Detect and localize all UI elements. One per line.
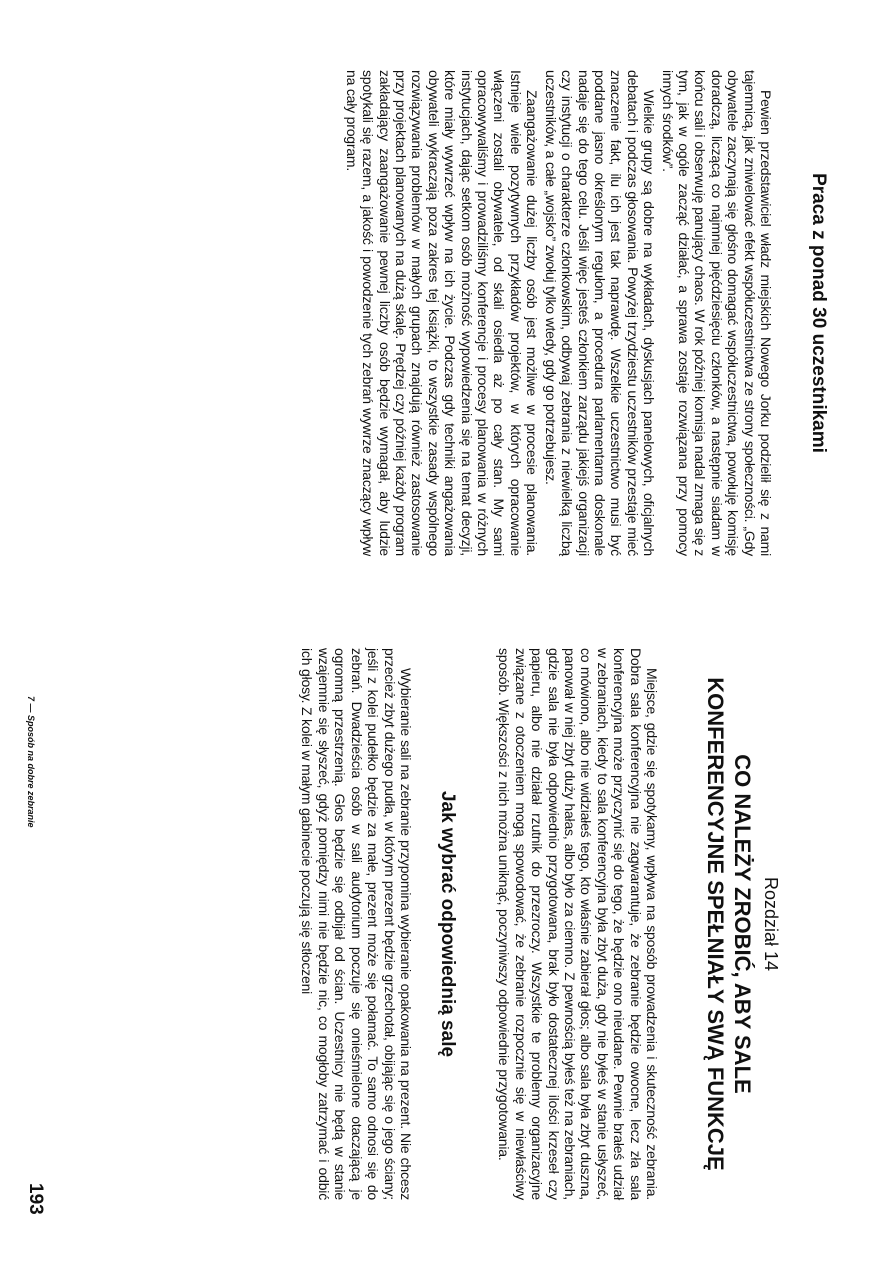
paragraph: Wybieranie sali na zebranie przypomina wybieranie opakowania na prezent. Nie chcesz przecież zbyt dużego pudła, w którym prezent będzie grzechotał, obijając się o jego ściany; jeśli z kolei pudełko będzie za małe, prezent może się połamać. To samo odnosi się do zebrań. Dwadzieścia osób w sali audytorium poczuje się onieśmielone otaczającą je ogromną przestrzenią. Głos będzie się odbijał od ścian. Uczestnicy nie będą w stanie wzajemnie się słyszeć, gdyż pomiędzy nimi nie będzie nic, co mogłoby zatrzymać i odbić ich głosy. Z kolei w małym gabinecie poczują się stłoczeni (299, 648, 414, 1200)
left-column (0, 70, 893, 556)
page-number: 193 (25, 1183, 46, 1215)
section-title: Praca z ponad 30 uczestnikami (808, 173, 829, 453)
right-column (0, 648, 893, 1200)
paragraph: Miejsce, gdzie się spotykamy, wpływa na sposób prowadzenia i skuteczność zebrania. Dobra sala konferencyjna nie zagwarantuje, że zebranie będzie owocne, lecz zła sala konferencyjna może przyczynić się do tego, że będzie ono nieudane. Pewnie brałeś udział w zebraniach, kiedy to sala konferencyjna była zbyt duża, gdy nie byłeś w stanie usłyszeć, co mówiono, albo nie widziałeś tego, kto właśnie zabierał głos; albo sala była zbyt duszna, panował w niej zbyt duży hałas, albo było za ciemno. Z pewnością byłeś też na zebraniach, gdzie sala nie była odpowiednio przygotowana, brak było dostatecznej ilości krzeseł czy papieru, albo nie działał rzutnik do przezroczy. Wszystkie te problemy organizacyjne związane z otoczeniem mogą spowodować, że zebranie rozpocznie się w niewłaściwy sposób. Większości z nich można uniknąć, poczyniwszy odpowiednie przygotowania. (496, 648, 660, 1200)
paragraph: Pewien przedstawiciel władz miejskich Nowego Jorku podzielił się z nami tajemnicą, jak zniwelować efekt współuczestnictwa ze strony społeczności. „Gdy obywatele zaczynają się głośno domagać współuczestnictwa, powołuję komisję doradczą, liczącą co najmniej pięćdziesięciu członków, a następnie siadam w końcu sali i obserwuję panujący chaos. W rok później komisja nadal zmaga się z tym, jak w ogóle zacząć działać, a sprawa zostaje rozwiązana przy pomocy innych środków”. (659, 70, 774, 556)
subsection-title: Jak wybrać odpowiednią salę (436, 790, 458, 1058)
running-head: 7 — Sposób na dobre zebranie (26, 696, 36, 828)
chapter-title: CO NALEŻY ZROBIĆ, ABY SALE KONFERENCYJNE SPEŁNIAŁY SWĄ FUNKCJĘ (703, 677, 755, 1171)
chapter-label: Rozdział 14 (761, 876, 781, 972)
paragraph: Wielkie grupy są dobre na wykładach, dyskusjach panelowych, oficjalnych debatach i podczas głosowania. Powyżej trzydziestu uczestników przestaje mieć znaczenie fakt, ilu ich jest tak naprawdę. Wszelkie uczestnictwo musi być poddane jasno określonym regułom, a procedura parlamentarna doskonale nadaje się do tego celu. Jeśli więc jesteś członkiem zarządu jakiejś organizacji czy instytucji o charakterze członkowskim, odbywaj zebrania z niewielką liczbą uczestników, a całe „wojsko” zwołuj tylko wtedy, gdy go potrzebujesz. (542, 70, 658, 556)
paragraph: Zaangażowanie dużej liczby osób jest możliwe w procesie planowania. Istnieje wiele pozytywnych przykładów projektów, w których opracowanie włączeni zostali obywatele, od skali osiedla aż po cały stan. My sami opracowywaliśmy i prowadziliśmy konferencje i procesy planowania w różnych instytucjach, dając setkom osób możność wypowiedzenia się na temat decyzji, które miały wywrzeć wpływ na ich życie. Podczas gdy techniki angażowania obywateli wykraczają poza zakres tej książki, to wszystkie zasady wspólnego rozwiązywania problemów w małych grupach znajdują również zastosowanie przy projektach planowanych na dużą skalę. Prędzej czy później każdy program zakładający zaangażowanie pewnej liczby osób będzie wymagał, aby ludzie spotykali się razem, a jakość i powodzenie tych zebrań wywrze znaczący wpływ na cały program. (343, 70, 541, 556)
